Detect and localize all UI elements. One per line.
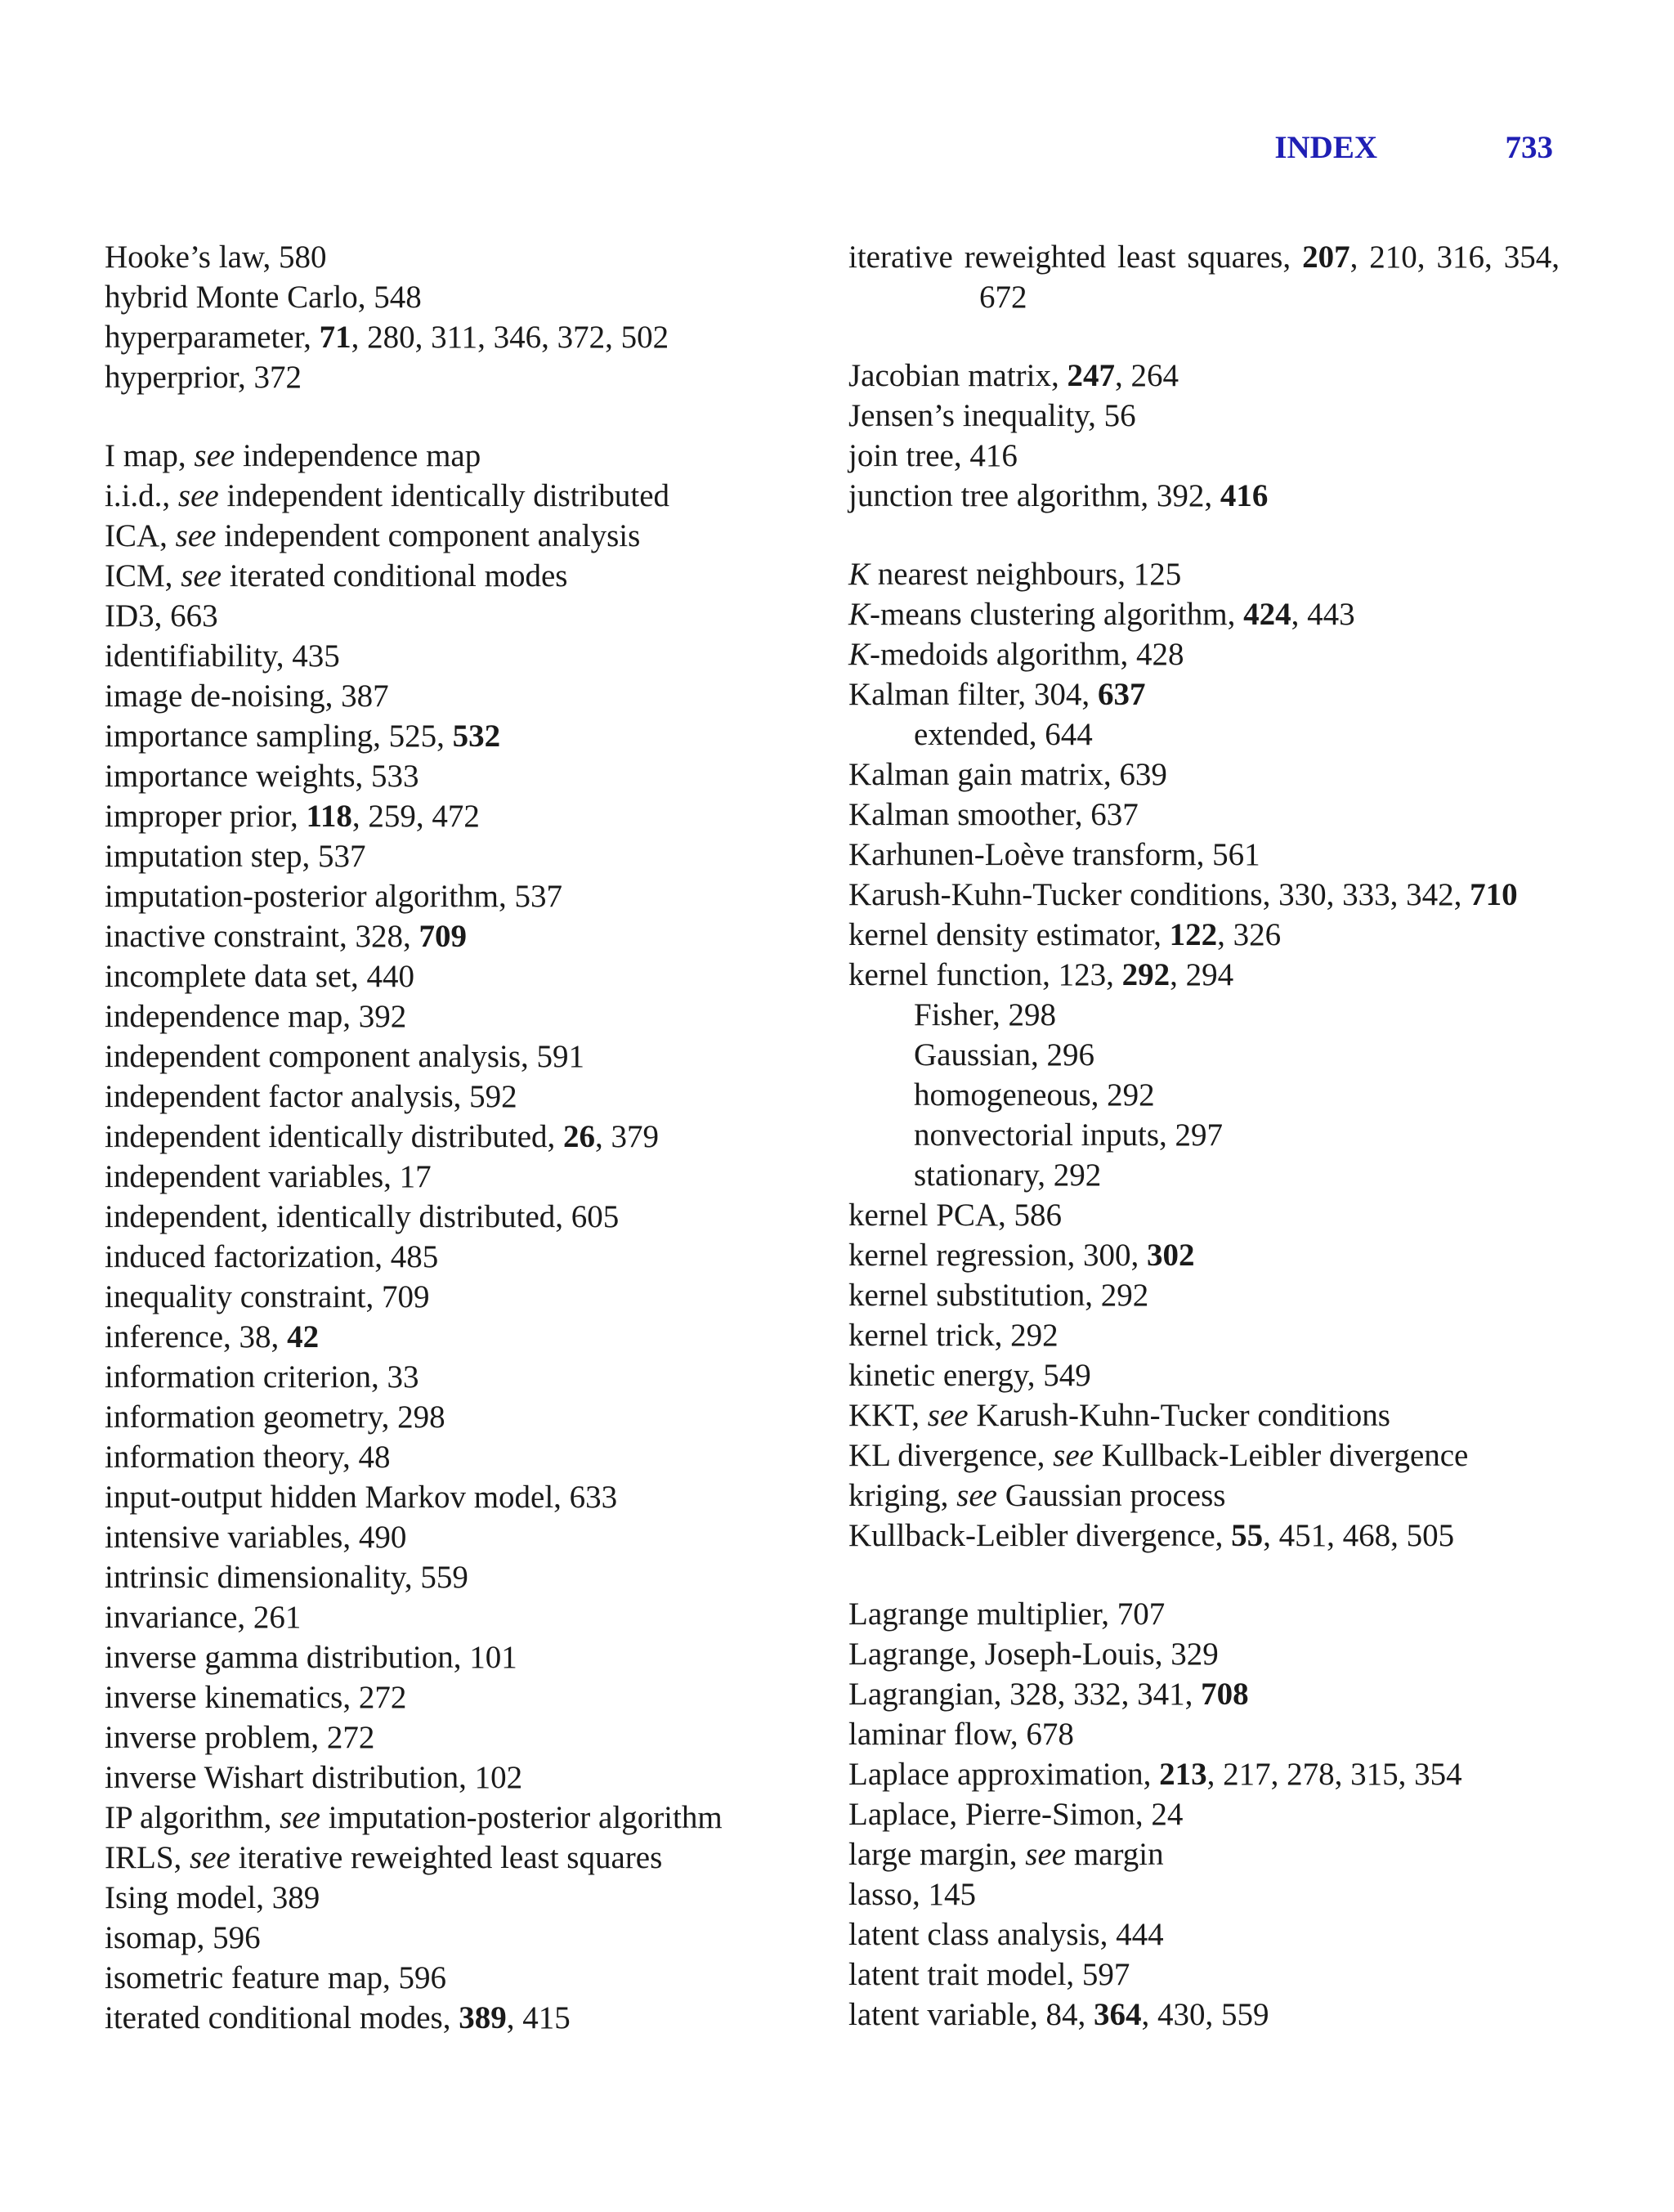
index-entry: information theory, 48 xyxy=(105,1440,391,1475)
index-entry: inverse problem, 272 xyxy=(105,1720,375,1755)
header-title: INDEX xyxy=(1274,130,1377,165)
index-entry: kernel density estimator, 122, 326 xyxy=(848,917,1282,952)
bold-page-ref: 292 xyxy=(1121,957,1170,992)
italic-text: see xyxy=(175,518,217,553)
bold-page-ref: 71 xyxy=(319,320,351,355)
index-entry: Laplace, Pierre-Simon, 24 xyxy=(848,1797,1184,1832)
index-entry: hybrid Monte Carlo, 548 xyxy=(105,280,422,315)
index-entry: intensive variables, 490 xyxy=(105,1520,407,1555)
index-entry: image de-noising, 387 xyxy=(105,678,389,714)
bold-page-ref: 416 xyxy=(1220,478,1269,513)
index-entry: Lagrangian, 328, 332, 341, 708 xyxy=(848,1677,1249,1712)
index-entry: imputation-posterior algorithm, 537 xyxy=(105,879,562,914)
italic-text: see xyxy=(194,438,235,473)
index-entry: intrinsic dimensionality, 559 xyxy=(105,1560,468,1595)
index-subentry: Gaussian, 296 xyxy=(914,1037,1094,1072)
index-entry: ICM, see iterated conditional modes xyxy=(105,558,568,593)
index-entry: kernel function, 123, 292, 294 xyxy=(848,957,1234,992)
index-entry: Karhunen-Loève transform, 561 xyxy=(848,837,1260,872)
index-entry: latent variable, 84, 364, 430, 559 xyxy=(848,1997,1269,2032)
bold-page-ref: 710 xyxy=(1470,877,1518,912)
index-entry: Kullback-Leibler divergence, 55, 451, 468, 505 xyxy=(848,1518,1455,1553)
index-entry: kriging, see Gaussian process xyxy=(848,1478,1226,1513)
index-entry: isomap, 596 xyxy=(105,1920,261,1955)
index-entry: large margin, see margin xyxy=(848,1837,1164,1872)
index-entry: Lagrange, Joseph-Louis, 329 xyxy=(848,1637,1219,1672)
index-entry: independent component analysis, 591 xyxy=(105,1039,585,1074)
index-entry: Karush-Kuhn-Tucker conditions, 330, 333, 342, 710 xyxy=(848,877,1518,912)
index-entry: isometric feature map, 596 xyxy=(105,1960,447,1995)
index-entry: IRLS, see iterative reweighted least squares xyxy=(105,1840,663,1875)
index-entry: independent variables, 17 xyxy=(105,1159,432,1194)
index-subentry: extended, 644 xyxy=(914,717,1093,752)
index-entry: i.i.d., see independent identically distributed xyxy=(105,478,670,513)
bold-page-ref: 302 xyxy=(1146,1238,1195,1273)
italic-text: see xyxy=(177,478,219,513)
index-entry: inverse kinematics, 272 xyxy=(105,1680,407,1715)
italic-text: see xyxy=(280,1800,320,1835)
index-entry: iterated conditional modes, 389, 415 xyxy=(105,2000,571,2035)
bold-page-ref: 532 xyxy=(452,719,501,754)
index-entry: invariance, 261 xyxy=(105,1600,302,1635)
index-entry: kernel substitution, 292 xyxy=(848,1278,1149,1313)
index-entry: importance weights, 533 xyxy=(105,759,419,794)
italic-text: see xyxy=(190,1840,231,1875)
index-subentry: nonvectorial inputs, 297 xyxy=(914,1117,1224,1153)
index-entry: hyperparameter, 71, 280, 311, 346, 372, 502 xyxy=(105,320,669,355)
index-entry: join tree, 416 xyxy=(848,438,1018,473)
letter-group-gap xyxy=(848,516,1560,554)
index-entry: Hooke’s law, 580 xyxy=(105,240,327,275)
index-entry: information geometry, 298 xyxy=(105,1399,445,1435)
index-entry: kernel PCA, 586 xyxy=(848,1198,1063,1233)
bold-page-ref: 424 xyxy=(1243,597,1291,632)
bold-page-ref: 26 xyxy=(563,1119,596,1154)
italic-text: see xyxy=(1025,1837,1067,1872)
index-entry: inference, 38, 42 xyxy=(105,1319,320,1355)
index-entry: lasso, 145 xyxy=(848,1877,976,1912)
index-subentry: Fisher, 298 xyxy=(914,997,1056,1032)
index-entry: independence map, 392 xyxy=(105,999,407,1034)
italic-text: see xyxy=(927,1398,969,1433)
letter-group-gap xyxy=(105,397,816,436)
letter-group-gap xyxy=(848,1556,1560,1594)
index-entry: inequality constraint, 709 xyxy=(105,1279,430,1314)
index-entry: inverse Wishart distribution, 102 xyxy=(105,1760,523,1795)
index-entry: Jacobian matrix, 247, 264 xyxy=(848,358,1179,393)
index-entry: kernel regression, 300, 302 xyxy=(848,1238,1195,1273)
index-subentry: homogeneous, 292 xyxy=(914,1077,1155,1113)
bold-page-ref: 247 xyxy=(1067,358,1115,393)
index-entry: Lagrange multiplier, 707 xyxy=(848,1596,1166,1632)
letter-group-gap xyxy=(848,317,1560,356)
index-entry: kernel trick, 292 xyxy=(848,1318,1059,1353)
index-entry: identifiability, 435 xyxy=(105,638,340,674)
bold-page-ref: 122 xyxy=(1169,917,1218,952)
index-entry: iterative reweighted least squares, 207, 210, 316, 354, 672 xyxy=(848,240,1560,315)
index-entry: information criterion, 33 xyxy=(105,1359,419,1395)
index-entry: ID3, 663 xyxy=(105,598,218,634)
italic-text: K xyxy=(848,557,871,592)
bold-page-ref: 708 xyxy=(1201,1677,1249,1712)
index-entry: ICA, see independent component analysis xyxy=(105,518,641,553)
index-column-right xyxy=(848,237,1560,2035)
index-entry: K-means clustering algorithm, 424, 443 xyxy=(848,597,1355,632)
bold-page-ref: 709 xyxy=(418,919,467,954)
index-entry: importance sampling, 525, 532 xyxy=(105,719,501,754)
bold-page-ref: 364 xyxy=(1093,1997,1142,2032)
bold-page-ref: 55 xyxy=(1231,1518,1264,1553)
bold-page-ref: 207 xyxy=(1302,240,1350,275)
italic-text: see xyxy=(956,1478,997,1513)
index-entry: Laplace approximation, 213, 217, 278, 315, 354 xyxy=(848,1757,1462,1792)
index-entry: induced factorization, 485 xyxy=(105,1239,439,1274)
index-entry: Kalman filter, 304, 637 xyxy=(848,677,1146,712)
index-entry: kinetic energy, 549 xyxy=(848,1358,1091,1393)
index-entry: Kalman smoother, 637 xyxy=(848,797,1139,832)
index-subentry: stationary, 292 xyxy=(914,1157,1102,1193)
index-entry: inactive constraint, 328, 709 xyxy=(105,919,467,954)
index-entry: incomplete data set, 440 xyxy=(105,959,415,994)
bold-page-ref: 118 xyxy=(306,799,352,834)
italic-text: K xyxy=(848,637,871,672)
index-entry: imputation step, 537 xyxy=(105,839,366,874)
bold-page-ref: 389 xyxy=(459,2000,507,2035)
index-entry: latent class analysis, 444 xyxy=(848,1917,1164,1952)
bold-page-ref: 637 xyxy=(1097,677,1146,712)
index-entry: I map, see independence map xyxy=(105,438,481,473)
index-entry: KKT, see Karush-Kuhn-Tucker conditions xyxy=(848,1398,1390,1433)
index-entry: KL divergence, see Kullback-Leibler divergence xyxy=(848,1438,1469,1473)
index-entry: junction tree algorithm, 392, 416 xyxy=(848,478,1269,513)
bold-page-ref: 42 xyxy=(287,1319,320,1355)
index-entry: input-output hidden Markov model, 633 xyxy=(105,1480,618,1515)
index-entry: Ising model, 389 xyxy=(105,1880,320,1915)
index-entry: Kalman gain matrix, 639 xyxy=(848,757,1167,792)
index-entry: independent, identically distributed, 605 xyxy=(105,1199,620,1234)
index-entry: independent identically distributed, 26, 379 xyxy=(105,1119,660,1154)
index-entry: laminar flow, 678 xyxy=(848,1717,1074,1752)
index-entry: independent factor analysis, 592 xyxy=(105,1079,517,1114)
page-number: 733 xyxy=(1505,130,1553,165)
italic-text: K xyxy=(848,597,871,632)
index-entry: improper prior, 118, 259, 472 xyxy=(105,799,480,834)
index-entry: K-medoids algorithm, 428 xyxy=(848,637,1184,672)
index-entry: inverse gamma distribution, 101 xyxy=(105,1640,517,1675)
index-entry: latent trait model, 597 xyxy=(848,1957,1130,1992)
index-entry: K nearest neighbours, 125 xyxy=(848,557,1182,592)
index-entry: hyperprior, 372 xyxy=(105,360,302,395)
italic-text: see xyxy=(181,558,222,593)
bold-page-ref: 213 xyxy=(1159,1757,1207,1792)
index-entry: IP algorithm, see imputation-posterior algorithm xyxy=(105,1800,723,1835)
index-column-left xyxy=(105,237,816,2038)
index-entry: Jensen’s inequality, 56 xyxy=(848,398,1136,433)
italic-text: see xyxy=(1053,1438,1094,1473)
